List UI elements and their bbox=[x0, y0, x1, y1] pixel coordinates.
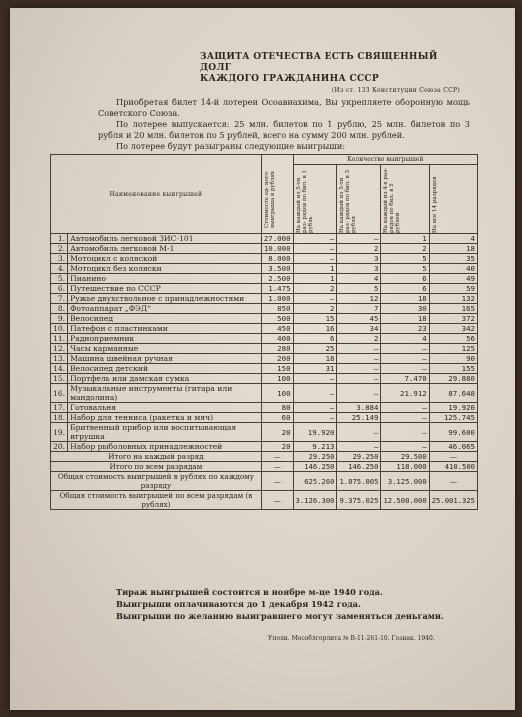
prize-count-total: 125 bbox=[429, 344, 477, 354]
summary-cost: — bbox=[261, 452, 293, 462]
all-categories-row bbox=[51, 462, 478, 472]
prize-name: Мотоцикл с коляской bbox=[68, 254, 262, 264]
prize-name: Бритвенный прибор или воспитывающая игрушка bbox=[68, 423, 262, 442]
prize-count-r5: 23 bbox=[381, 324, 429, 334]
prize-count-r1: 18 bbox=[293, 354, 337, 364]
summary-total: 25.001.325 bbox=[429, 491, 477, 510]
prize-count-r1: 15 bbox=[293, 314, 337, 324]
column-header-rub3: На каждый из 5-ти раз- рядов по бил. в 3 рубля bbox=[337, 165, 381, 234]
prize-name: Пианино bbox=[68, 274, 262, 284]
prize-count-r1: — bbox=[293, 384, 337, 403]
prize-name: Музыкальные инструменты (гитара или мандолина) bbox=[68, 384, 262, 403]
prize-name: Автомобиль легковой М-1 bbox=[68, 244, 262, 254]
prize-count-r1: 2 bbox=[293, 284, 337, 294]
footer-cash-note: Выигрыши по желанию выигравшего могут заменяться деньгами. bbox=[116, 611, 444, 621]
prize-count-r5: 6 bbox=[381, 274, 429, 284]
prize-count-r3: — bbox=[337, 354, 381, 364]
prize-cost: 200 bbox=[261, 354, 293, 364]
prize-number: 15. bbox=[51, 374, 68, 384]
column-header-rub1: На каждый из 5-ти раз- рядов по бил. в 1 рубль bbox=[293, 165, 337, 234]
prize-cost: 3.500 bbox=[261, 264, 293, 274]
column-header-cost: Стоимость од- ного выигрыша в рублях bbox=[261, 155, 293, 234]
per-category-row bbox=[51, 452, 478, 462]
prize-count-r1: 9.213 bbox=[293, 442, 337, 452]
prize-count-r3: — bbox=[337, 364, 381, 374]
intro-paragraph-1: Приобретая билет 14-й лотереи Осоавиахима, Вы укрепляете оборонную мощь Советского Союза. bbox=[98, 97, 470, 118]
prize-count-r5: — bbox=[381, 364, 429, 374]
prize-count-r5: — bbox=[381, 442, 429, 452]
summary-r5: 12.500.000 bbox=[381, 491, 429, 510]
summary-cost: — bbox=[261, 462, 293, 472]
prize-count-r3: 3 bbox=[337, 254, 381, 264]
lottery-ticket-back bbox=[10, 8, 515, 710]
footer-payout-date: Выигрыши оплачиваются до 1 декабря 1942 года. bbox=[116, 599, 361, 609]
summary-cost: — bbox=[261, 472, 293, 491]
prize-row bbox=[51, 274, 478, 284]
prize-count-total: 132 bbox=[429, 294, 477, 304]
summary-r3: 29.250 bbox=[337, 452, 381, 462]
prize-count-r1: 2 bbox=[293, 304, 337, 314]
column-group-count: Количество выигрышей bbox=[293, 155, 477, 165]
printer-imprint: Уполн. Мособлгорлита № В-11-261-10. Гознак. 1940. bbox=[268, 635, 435, 642]
footer-text bbox=[98, 586, 473, 622]
prize-number: 1. bbox=[51, 234, 68, 244]
prize-count-r1: — bbox=[293, 294, 337, 304]
prize-count-r5: 2 bbox=[381, 244, 429, 254]
summary-r3: 146.250 bbox=[337, 462, 381, 472]
value-each-row bbox=[51, 472, 478, 491]
prize-name: Патефон с пластинками bbox=[68, 324, 262, 334]
prize-number: 6. bbox=[51, 284, 68, 294]
prize-count-total: 18 bbox=[429, 244, 477, 254]
prize-count-total: 49 bbox=[429, 274, 477, 284]
prize-row bbox=[51, 344, 478, 354]
prize-number: 18. bbox=[51, 413, 68, 423]
prize-number: 20. bbox=[51, 442, 68, 452]
prize-count-r3: — bbox=[337, 374, 381, 384]
prize-count-total: 59 bbox=[429, 284, 477, 294]
prize-count-r5: 5 bbox=[381, 264, 429, 274]
prize-count-r5: — bbox=[381, 403, 429, 413]
prize-row bbox=[51, 334, 478, 344]
prize-count-total: 35 bbox=[429, 254, 477, 264]
summary-r1: 29.250 bbox=[293, 452, 337, 462]
summary-total: — bbox=[429, 472, 477, 491]
prize-count-r3: — bbox=[337, 423, 381, 442]
column-header-rub5: На каждый из 4-х раз- рядов по бил. в 5 рублей bbox=[381, 165, 429, 234]
summary-label: Общая стоимость выигрышей в рублях по каждому разряду bbox=[51, 472, 262, 491]
prize-count-total: 165 bbox=[429, 304, 477, 314]
column-header-total: На все 14 разрядов bbox=[429, 165, 477, 234]
value-all-row bbox=[51, 491, 478, 510]
prize-name: Набор рыболовных принадлежностей bbox=[68, 442, 262, 452]
intro-paragraph-2: По лотерее выпускается: 25 млн. билетов по 1 рублю, 25 млн. билетов по 3 рубля и 20 млн. билетов по 5 рублей, всего на сумму 200 млн. рублей. bbox=[98, 119, 470, 140]
prize-count-r5: 1 bbox=[381, 234, 429, 244]
prize-cost: 8.000 bbox=[261, 254, 293, 264]
prize-name: Ружье двухствольное с принадлежностями bbox=[68, 294, 262, 304]
prize-name: Путешествие по СССР bbox=[68, 284, 262, 294]
prize-count-total: 99.600 bbox=[429, 423, 477, 442]
summary-r5: 29.500 bbox=[381, 452, 429, 462]
prize-cost: 100 bbox=[261, 384, 293, 403]
prize-count-r3: 2 bbox=[337, 244, 381, 254]
prize-number: 8. bbox=[51, 304, 68, 314]
prize-count-r5: 5 bbox=[381, 254, 429, 264]
prize-row bbox=[51, 324, 478, 334]
prize-cost: 450 bbox=[261, 324, 293, 334]
prize-count-r5: — bbox=[381, 344, 429, 354]
prize-row bbox=[51, 423, 478, 442]
prize-name: Набор для тенниса (ракетка и мяч) bbox=[68, 413, 262, 423]
summary-r3: 9.375.025 bbox=[337, 491, 381, 510]
prize-count-r3: 2 bbox=[337, 334, 381, 344]
prize-count-r5: 4 bbox=[381, 334, 429, 344]
prize-cost: 2.500 bbox=[261, 274, 293, 284]
summary-r1: 625.260 bbox=[293, 472, 337, 491]
prize-name: Машина швейная ручная bbox=[68, 354, 262, 364]
prize-number: 13. bbox=[51, 354, 68, 364]
prize-name: Портфель или дамская сумка bbox=[68, 374, 262, 384]
header-quote bbox=[200, 52, 470, 96]
prize-cost: 1.475 bbox=[261, 284, 293, 294]
prize-cost: 60 bbox=[261, 413, 293, 423]
prize-count-r1: 16 bbox=[293, 324, 337, 334]
prize-name: Фотоаппарат „ФЭД“ bbox=[68, 304, 262, 314]
prize-count-r3: 3.884 bbox=[337, 403, 381, 413]
summary-r5: 118.000 bbox=[381, 462, 429, 472]
prize-count-r3: 12 bbox=[337, 294, 381, 304]
prize-count-r1: 19.920 bbox=[293, 423, 337, 442]
prize-count-total: 372 bbox=[429, 314, 477, 324]
prize-row bbox=[51, 264, 478, 274]
prize-count-r1: — bbox=[293, 403, 337, 413]
prize-cost: 20 bbox=[261, 442, 293, 452]
prize-count-r5: — bbox=[381, 413, 429, 423]
prize-number: 4. bbox=[51, 264, 68, 274]
intro-paragraph-3: По лотерее будут разыграны следующие выигрыши: bbox=[116, 141, 346, 151]
prize-count-total: 29.880 bbox=[429, 374, 477, 384]
prize-count-r5: 7.470 bbox=[381, 374, 429, 384]
prize-count-r5: 18 bbox=[381, 294, 429, 304]
prize-count-r3: 5 bbox=[337, 284, 381, 294]
prize-number: 14. bbox=[51, 364, 68, 374]
prize-count-r3: — bbox=[337, 234, 381, 244]
prize-name: Велосипед bbox=[68, 314, 262, 324]
prize-count-r1: 6 bbox=[293, 334, 337, 344]
prize-row bbox=[51, 384, 478, 403]
prize-count-r1: — bbox=[293, 234, 337, 244]
prize-count-total: 342 bbox=[429, 324, 477, 334]
summary-total: 410.500 bbox=[429, 462, 477, 472]
prize-number: 3. bbox=[51, 254, 68, 264]
prize-count-r1: 31 bbox=[293, 364, 337, 374]
prize-count-r3: — bbox=[337, 442, 381, 452]
prize-number: 16. bbox=[51, 384, 68, 403]
prize-count-total: 19.920 bbox=[429, 403, 477, 413]
prize-cost: 27.000 bbox=[261, 234, 293, 244]
prize-row bbox=[51, 284, 478, 294]
prize-count-r1: — bbox=[293, 374, 337, 384]
prize-count-r5: — bbox=[381, 423, 429, 442]
prize-number: 12. bbox=[51, 344, 68, 354]
prize-table bbox=[50, 154, 478, 510]
prize-number: 2. bbox=[51, 244, 68, 254]
prize-count-r5: — bbox=[381, 354, 429, 364]
summary-r3: 1.875.005 bbox=[337, 472, 381, 491]
prize-number: 9. bbox=[51, 314, 68, 324]
prize-count-total: 155 bbox=[429, 364, 477, 374]
prize-count-total: 40 bbox=[429, 264, 477, 274]
prize-row bbox=[51, 234, 478, 244]
prize-cost: 280 bbox=[261, 344, 293, 354]
prize-number: 10. bbox=[51, 324, 68, 334]
prize-cost: 10.000 bbox=[261, 244, 293, 254]
prize-number: 11. bbox=[51, 334, 68, 344]
header-reference: (Из ст. 133 Конституции Союза ССР) bbox=[331, 87, 460, 94]
prize-name: Мотоцикл без коляски bbox=[68, 264, 262, 274]
prize-number: 5. bbox=[51, 274, 68, 284]
prize-name: Часы карманные bbox=[68, 344, 262, 354]
prize-count-r3: 25.149 bbox=[337, 413, 381, 423]
prize-name: Велосипед детский bbox=[68, 364, 262, 374]
prize-count-total: 56 bbox=[429, 334, 477, 344]
prize-cost: 850 bbox=[261, 304, 293, 314]
prize-cost: 500 bbox=[261, 314, 293, 324]
prize-count-r5: 18 bbox=[381, 314, 429, 324]
prize-count-total: 46.065 bbox=[429, 442, 477, 452]
summary-r1: 3.126.300 bbox=[293, 491, 337, 510]
footer-draw-date: Тираж выигрышей состоится в ноябре м-це 1940 года. bbox=[116, 587, 383, 597]
prize-count-r3: 7 bbox=[337, 304, 381, 314]
summary-label: Итого на каждый разряд bbox=[51, 452, 262, 462]
prize-count-r5: 30 bbox=[381, 304, 429, 314]
prize-row bbox=[51, 314, 478, 324]
header-line-2: КАЖДОГО ГРАЖДАНИНА СССР bbox=[200, 74, 379, 84]
prize-cost: 400 bbox=[261, 334, 293, 344]
summary-total: — bbox=[429, 452, 477, 462]
prize-count-r1: — bbox=[293, 254, 337, 264]
prize-count-r5: 21.912 bbox=[381, 384, 429, 403]
prize-name: Автомобиль легковой ЗИС-101 bbox=[68, 234, 262, 244]
prize-count-r1: 1 bbox=[293, 264, 337, 274]
prize-count-total: 90 bbox=[429, 354, 477, 364]
prize-row bbox=[51, 374, 478, 384]
prize-count-r1: — bbox=[293, 244, 337, 254]
prize-count-total: 125.745 bbox=[429, 413, 477, 423]
summary-label: Общая стоимость выигрышей по всем разрядам (в рублях) bbox=[51, 491, 262, 510]
header-line-1: ЗАЩИТА ОТЕЧЕСТВА ЕСТЬ СВЯЩЕННЫЙ ДОЛГ bbox=[200, 52, 438, 73]
prize-name: Радиоприемник bbox=[68, 334, 262, 344]
prize-row bbox=[51, 413, 478, 423]
prize-count-r1: 25 bbox=[293, 344, 337, 354]
prize-row bbox=[51, 304, 478, 314]
prize-count-r3: 4 bbox=[337, 274, 381, 284]
prize-row bbox=[51, 403, 478, 413]
prize-count-r3: 3 bbox=[337, 264, 381, 274]
intro-text bbox=[98, 97, 470, 152]
summary-r5: 3.125.000 bbox=[381, 472, 429, 491]
prize-count-r1: 1 bbox=[293, 274, 337, 284]
summary-r1: 146.250 bbox=[293, 462, 337, 472]
prize-cost: 150 bbox=[261, 364, 293, 374]
prize-row bbox=[51, 254, 478, 264]
prize-row bbox=[51, 294, 478, 304]
summary-cost: — bbox=[261, 491, 293, 510]
prize-count-r3: 45 bbox=[337, 314, 381, 324]
prize-name: Готовальня bbox=[68, 403, 262, 413]
prize-number: 7. bbox=[51, 294, 68, 304]
prize-row bbox=[51, 442, 478, 452]
prize-count-r5: 6 bbox=[381, 284, 429, 294]
prize-row bbox=[51, 364, 478, 374]
prize-count-r3: — bbox=[337, 384, 381, 403]
prize-row bbox=[51, 244, 478, 254]
prize-cost: 80 bbox=[261, 403, 293, 413]
prize-count-total: 87.648 bbox=[429, 384, 477, 403]
prize-number: 17. bbox=[51, 403, 68, 413]
prize-count-total: 4 bbox=[429, 234, 477, 244]
column-header-name: Наименование выигрышей bbox=[51, 155, 262, 234]
prize-number: 19. bbox=[51, 423, 68, 442]
prize-cost: 1.000 bbox=[261, 294, 293, 304]
prize-count-r1: — bbox=[293, 413, 337, 423]
prize-cost: 20 bbox=[261, 423, 293, 442]
prize-cost: 100 bbox=[261, 374, 293, 384]
summary-label: Итого по всем разрядам bbox=[51, 462, 262, 472]
prize-row bbox=[51, 354, 478, 364]
prize-count-r3: 34 bbox=[337, 324, 381, 334]
prize-count-r3: — bbox=[337, 344, 381, 354]
